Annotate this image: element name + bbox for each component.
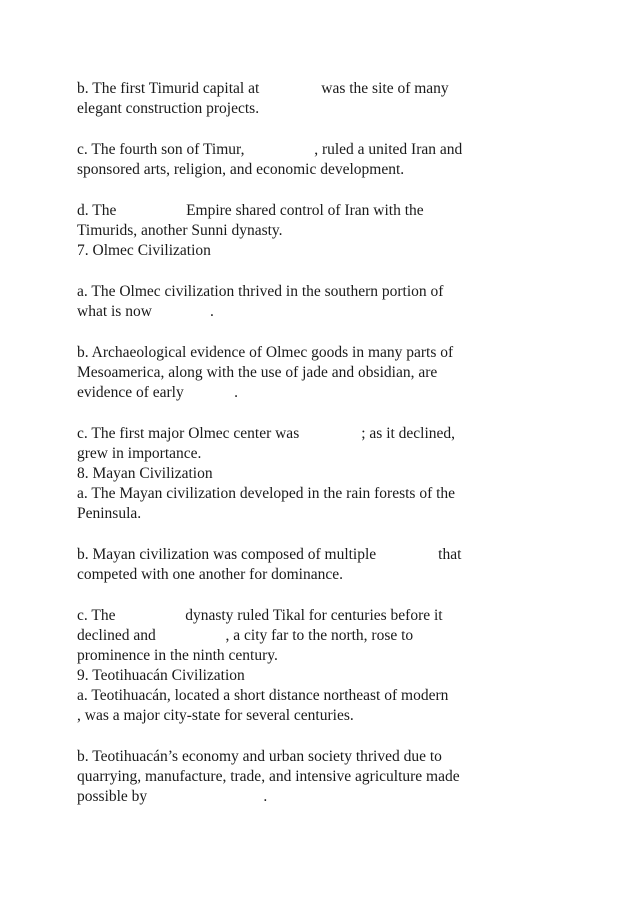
text-line: competed with one another for dominance. [77,566,343,583]
text-line: b. Mayan civilization was composed of multiple that [77,546,462,563]
text-line: a. Teotihuacán, located a short distance northeast of modern [77,687,449,704]
text-line: prominence in the ninth century. [77,647,278,664]
text-line: elegant construction projects. [77,100,260,117]
text-line: a. The Olmec civilization thrived in the southern portion of [77,283,444,300]
text-line: c. The dynasty ruled Tikal for centuries before it [77,607,443,624]
text-line: grew in importance. [77,445,202,462]
text-line: a. The Mayan civilization developed in the rain forests of the [77,485,456,502]
text-line: sponsored arts, religion, and economic development. [77,161,405,178]
text-line: Peninsula. [77,505,142,522]
text-line: evidence of early . [77,384,238,401]
text-line: d. The Empire shared control of Iran with the [77,202,424,219]
text-line: 7. Olmec Civilization [77,242,211,259]
text-line: c. The fourth son of Timur, , ruled a united Iran and [77,141,463,158]
text-line: c. The first major Olmec center was ; as it declined, [77,425,456,442]
text-line: , was a major city-state for several centuries. [77,707,354,724]
text-line: Mesoamerica, along with the use of jade and obsidian, are [77,364,438,381]
text-line: possible by . [77,788,268,805]
text-line: Timurids, another Sunni dynasty. [77,222,283,239]
text-line: b. Teotihuacán’s economy and urban society thrived due to [77,748,442,765]
text-line: what is now . [77,303,214,320]
text-line: 9. Teotihuacán Civilization [77,667,245,684]
text-line: declined and , a city far to the north, rose to [77,627,414,644]
text-line: quarrying, manufacture, trade, and intensive agriculture made [77,768,460,785]
text-line: 8. Mayan Civilization [77,465,213,482]
text-line: b. The first Timurid capital at was the site of many [77,80,449,97]
text-line: b. Archaeological evidence of Olmec goods in many parts of [77,344,454,361]
